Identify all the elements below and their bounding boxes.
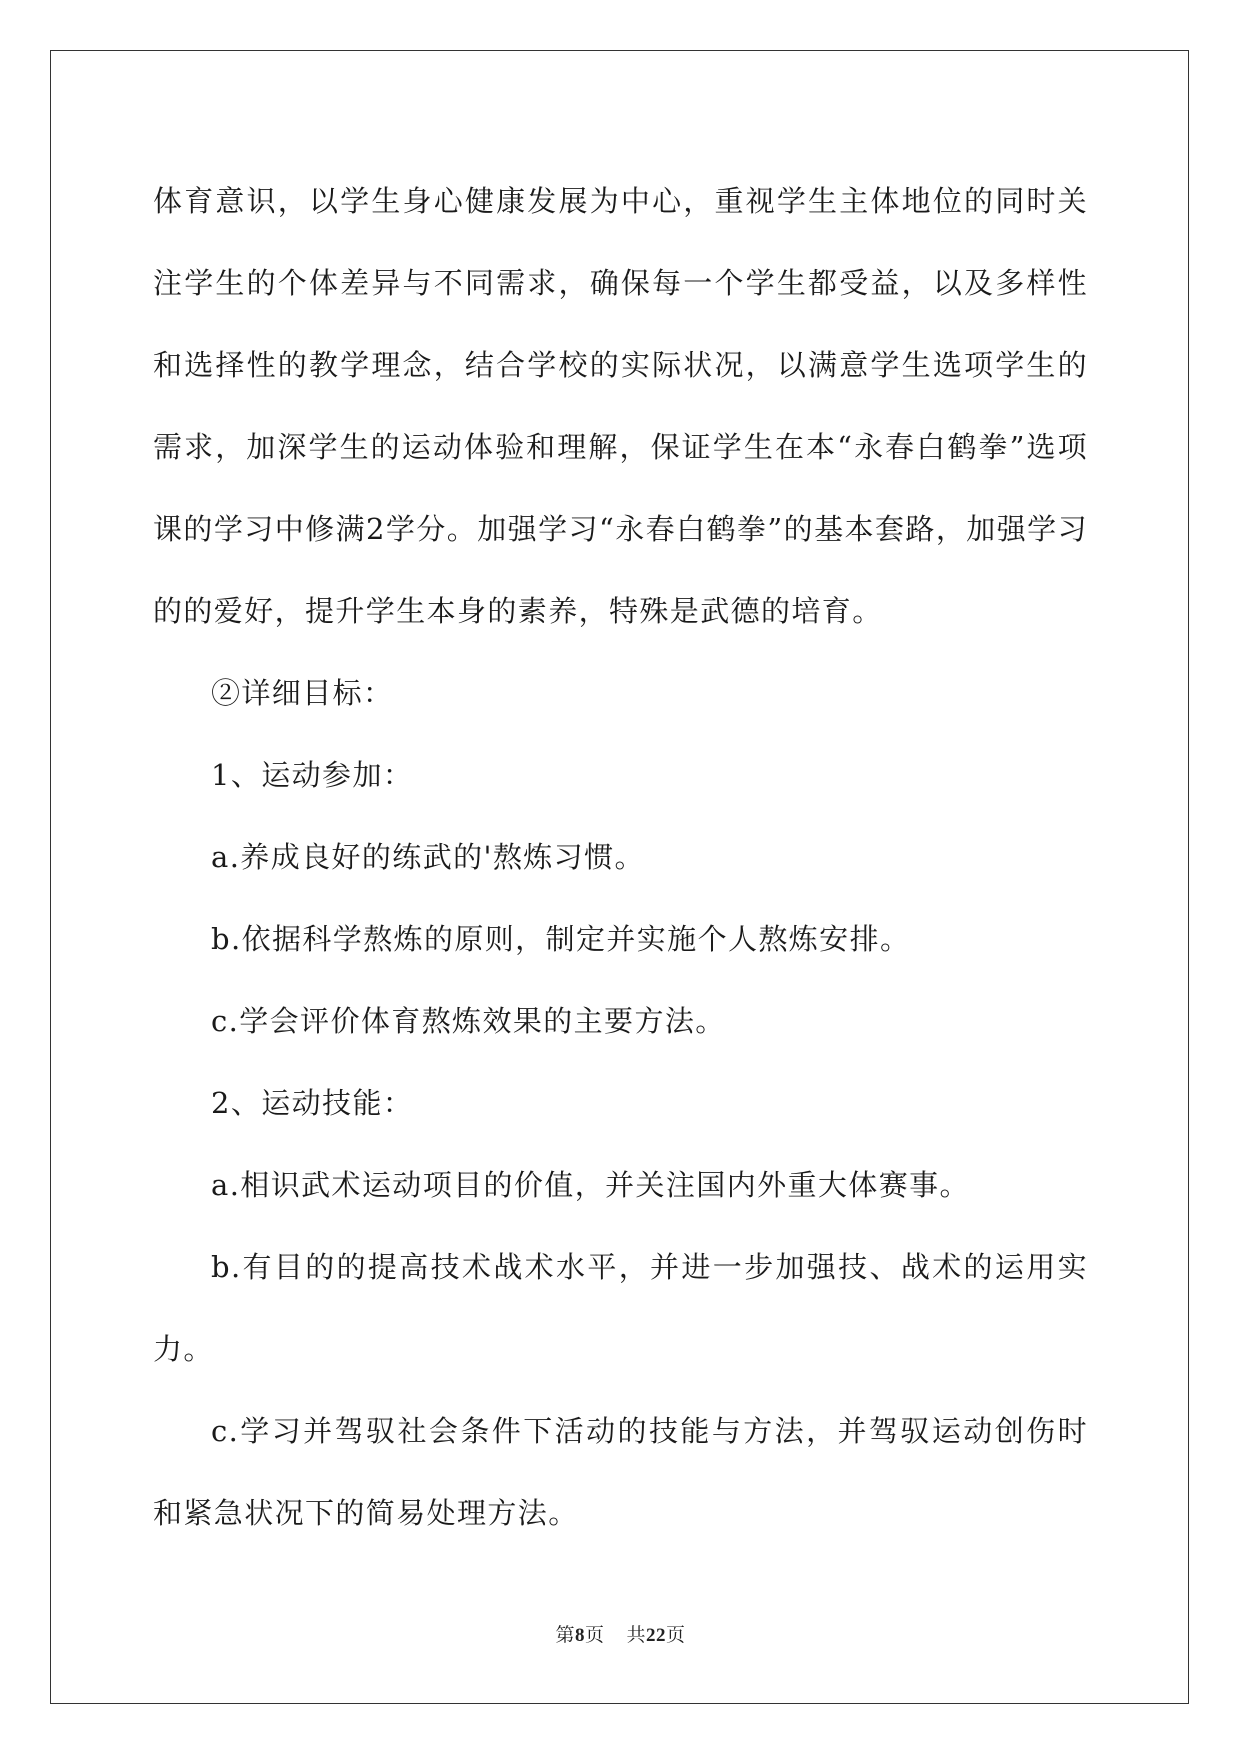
page-prefix: 第 [555, 1625, 575, 1646]
paragraph-detailed-goals-heading: ②详细目标： [211, 676, 394, 710]
document-body [153, 160, 1088, 1554]
page-suffix: 页 [584, 1625, 605, 1646]
paragraph-item-2a: a.相识武术运动项目的价值，并关注国内外重大体赛事。 [211, 1168, 970, 1202]
page-number: 8 [574, 1625, 585, 1646]
paragraph-item-2c: c.学习并驾驭社会条件下活动的技能与方法，并驾驭运动创伤时和紧急状况下的简易处理方法。 [153, 1414, 1088, 1530]
total-prefix: 共 [626, 1625, 647, 1646]
paragraph-section-2-heading: 2、运动技能： [211, 1086, 414, 1120]
paragraph: 体育意识，以学生身心健康发展为中心，重视学生主体地位的同时关注学生的个体差异与不同需求，确保每一个学生都受益，以及多样性和选择性的教学理念，结合学校的实际状况，以满意学生选项学生的需求，加深学生的运动体验和理解，保证学生在本“永春白鹤拳”选项课的学习中修满2学分。加强学习“永春白鹤拳”的基本套路，加强学习的的爱好，提升学生本身的素养，特殊是武德的培育。 [153, 184, 1088, 628]
page-footer [0, 1620, 1241, 1647]
paragraph-item-1b: b.依据科学熬炼的原则，制定并实施个人熬炼安排。 [211, 922, 911, 956]
paragraph-section-1-heading: 1、运动参加： [211, 758, 414, 792]
paragraph-item-1c: c.学会评价体育熬炼效果的主要方法。 [211, 1004, 726, 1038]
total-pages: 22 [646, 1625, 667, 1646]
paragraph-item-1a: a.养成良好的练武的'熬炼习惯。 [211, 840, 645, 874]
total-suffix: 页 [666, 1625, 686, 1646]
paragraph-item-2b: b.有目的的提高技术战术水平，并进一步加强技、战术的运用实力。 [153, 1250, 1088, 1366]
